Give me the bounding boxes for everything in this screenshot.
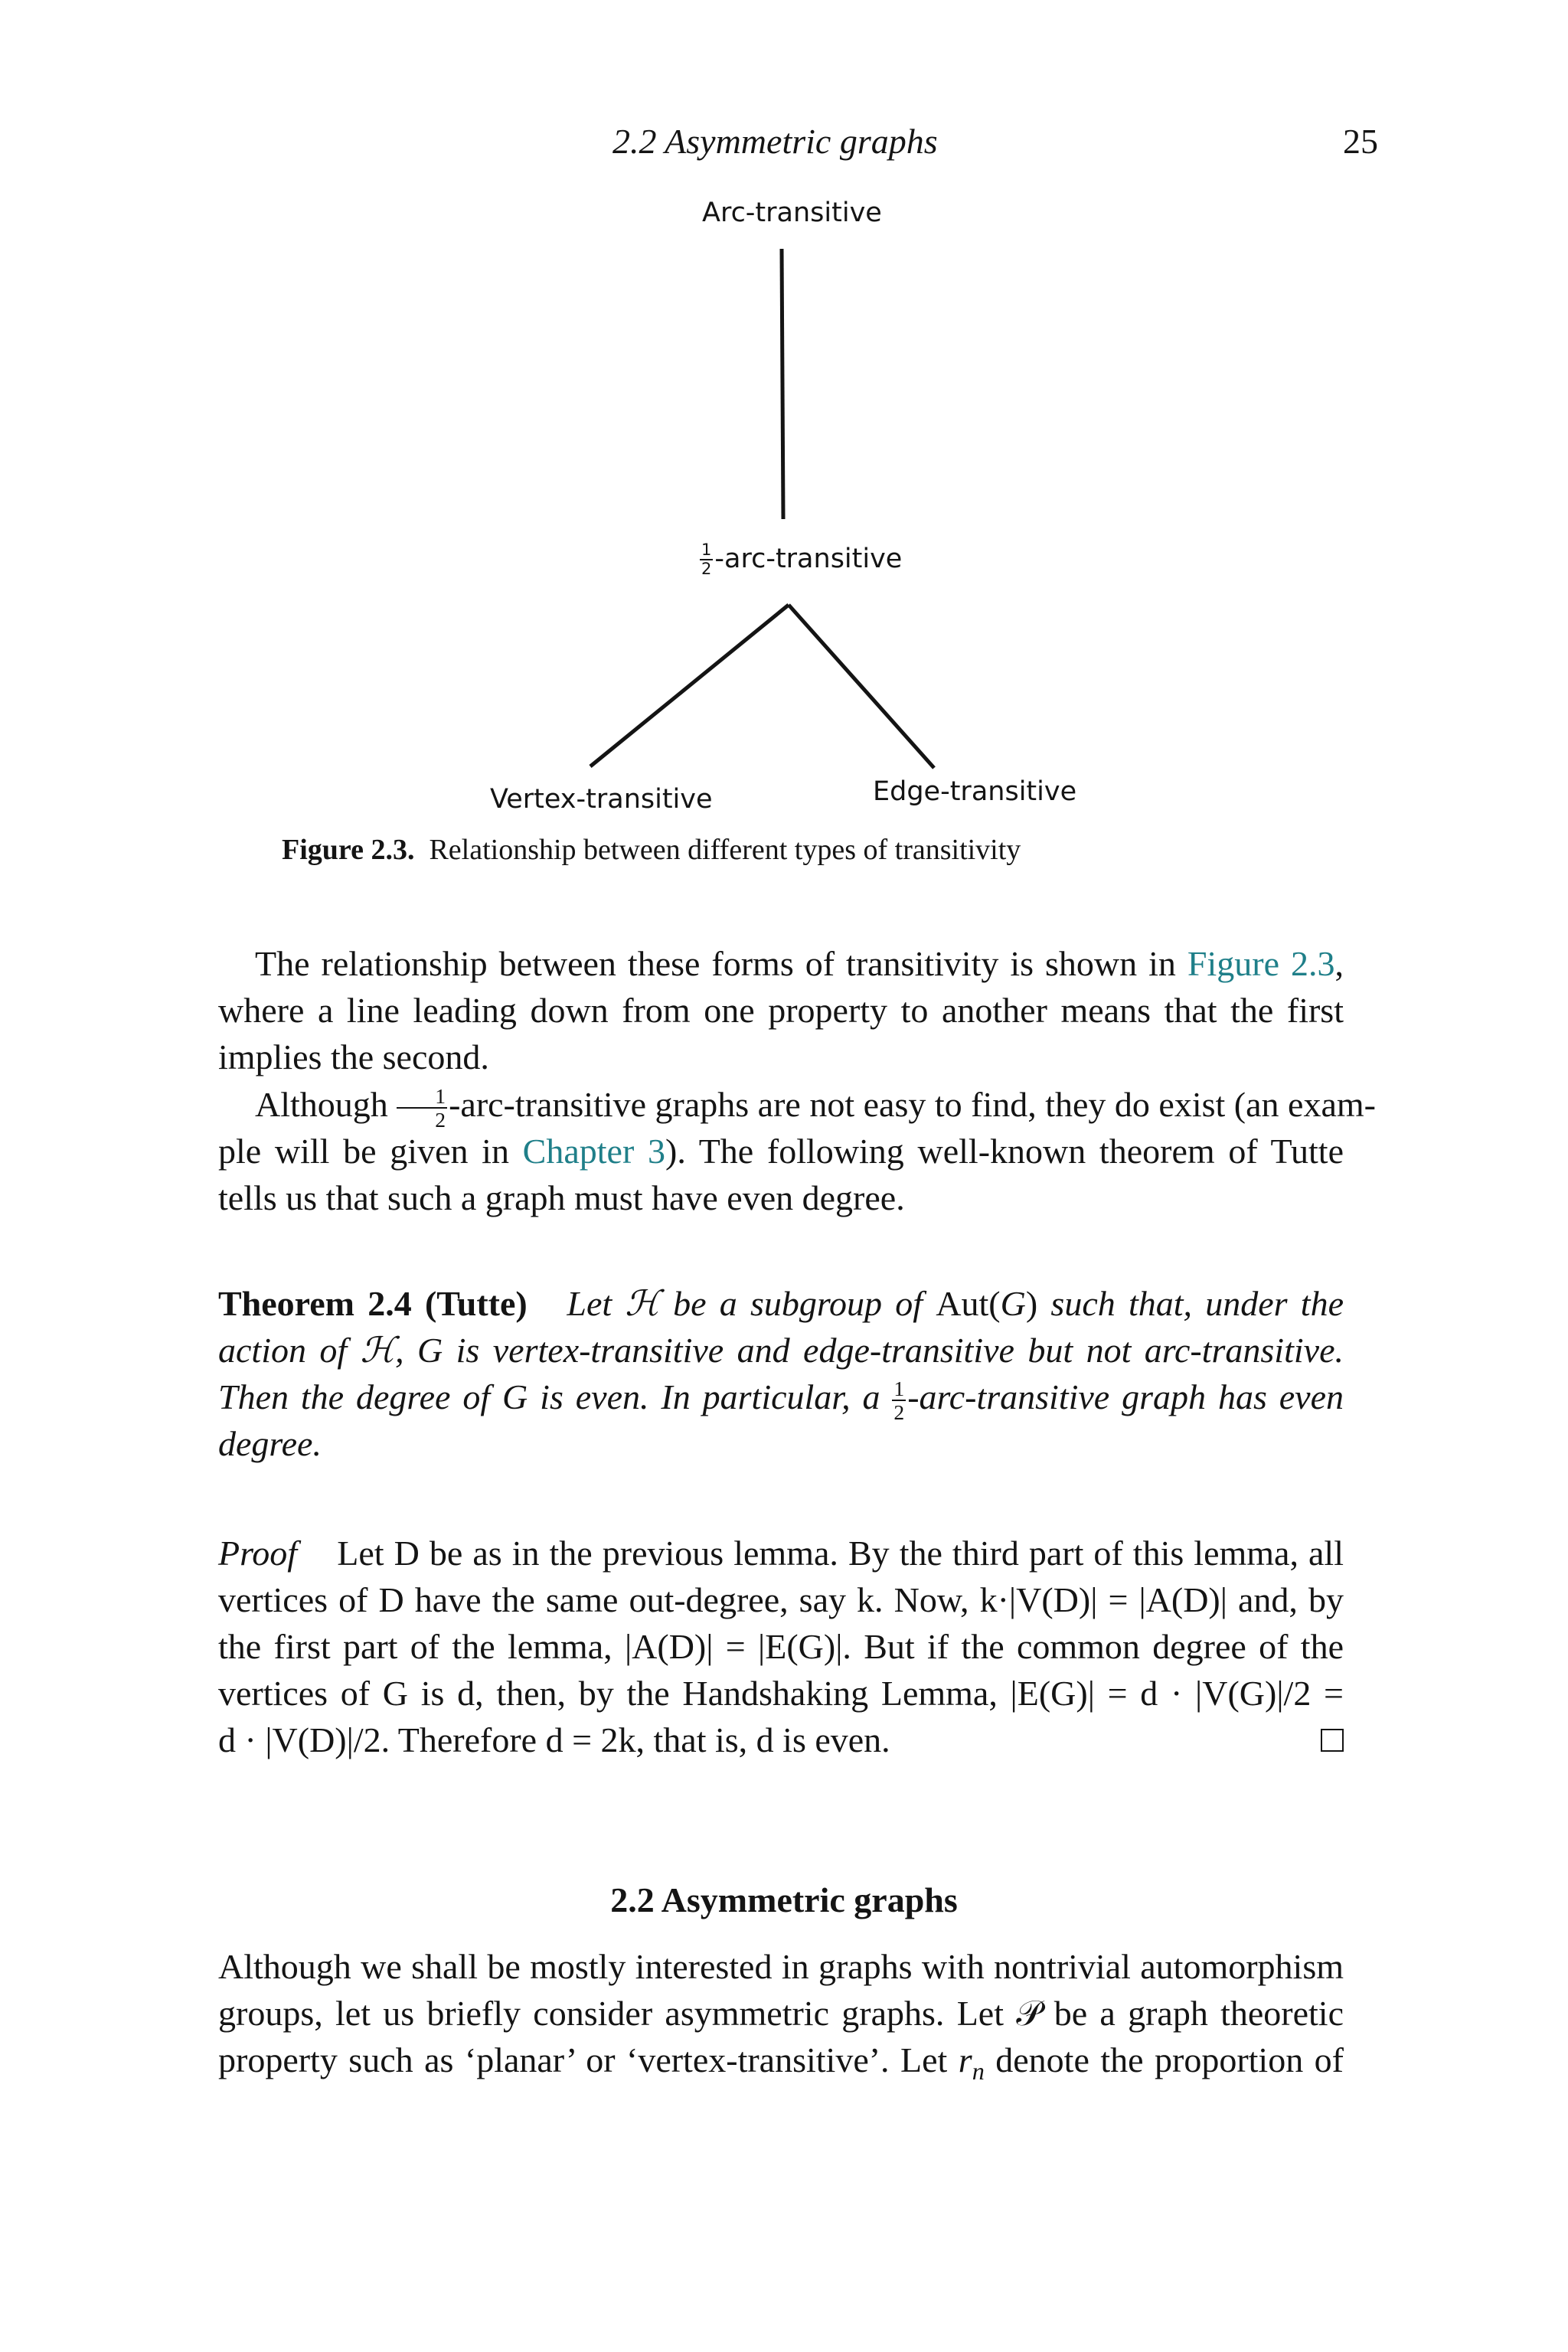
section-heading: 2.2 Asymmetric graphs [610,1880,958,1919]
half-fraction: $\frac{1}{2}$ [893,1376,905,1425]
half-fraction: $\frac{1}{2}$ [701,541,712,578]
paragraph-transitivity-relationship: The relationship between these forms of transitivity is shown in Figure 2.3, where a line leading down from one property to another means that the first implies the second. [218,944,1344,1076]
edge-arc-to-half [782,249,783,519]
theorem-label: Theorem 2.4 (Tutte) [218,1284,528,1323]
qed-box [1321,1729,1344,1752]
page-number: 25 [1343,122,1378,161]
node-arc-transitive: Arc-transitive [702,198,882,228]
running-title: 2.2 Asymmetric graphs [612,122,938,161]
chapter-3-link[interactable]: Chapter 3 [522,1132,665,1171]
edge-half-to-edge [789,605,934,768]
node-vertex-transitive: Vertex-transitive [490,784,713,815]
proof: Proof Let D be as in the previous lemma. By the third part of this lemma, all vertices of D have the same out-degree, say k. Now, k·|V(D)| = |A(D)| and, by the first part of the lemma, |A(D)| = |E(G)|. But if the common degree of the vertices of G is d, then, by the Handshaking Lemma, |E(G)| = d · |V(G)|/2 = d · |V(D)|/2. Therefore d = 2k, that is, d is even. [218,1534,1344,1759]
node-half-arc-transitive: $\frac{1}{2}$ -arc-transitive [701,541,903,578]
half-fraction: $\frac{1}{2}$ [397,1086,447,1131]
figure-2-3-link[interactable]: Figure 2.3 [1187,944,1335,983]
figure-lines [0,0,1568,842]
paragraph-half-arc-transitive: Although $\frac{1}{2}$ -arc-transitive graphs are not easy to find, they do exist (an exam- ple will be given in Chapter 3). The following well-known theorem of Tutte tells us that such a graph must have even degree. [218,1083,1376,1217]
theorem-2-4: Theorem 2.4 (Tutte) Let ℋ be a subgroup of Aut(G) such that, under the action of ℋ, G is vertex-transitive and edge-transitive but not arc-transitive. Then the degree of G is even. In particular, a $\frac{1}{2}$ -arc-transitive graph has even degree. [218,1284,1344,1463]
edge-half-to-vertex [590,605,789,766]
figure-caption-label: Figure 2.3. [282,834,415,866]
node-edge-transitive: Edge-transitive [873,776,1077,807]
paragraph-asymmetric-graphs: Although we shall be mostly interested in graphs with nontrivial automorphism groups, let us briefly consider asymmetric graphs. Let 𝒫 be a graph theoretic property such as ‘planar’ or ‘vertex-transitive’. Let $r_n$ denote the proportion of [218,1947,1344,2086]
proof-label: Proof [218,1534,298,1573]
figure-caption-text: Relationship between different types of transitivity [429,834,1021,866]
figure-caption [282,833,1021,867]
